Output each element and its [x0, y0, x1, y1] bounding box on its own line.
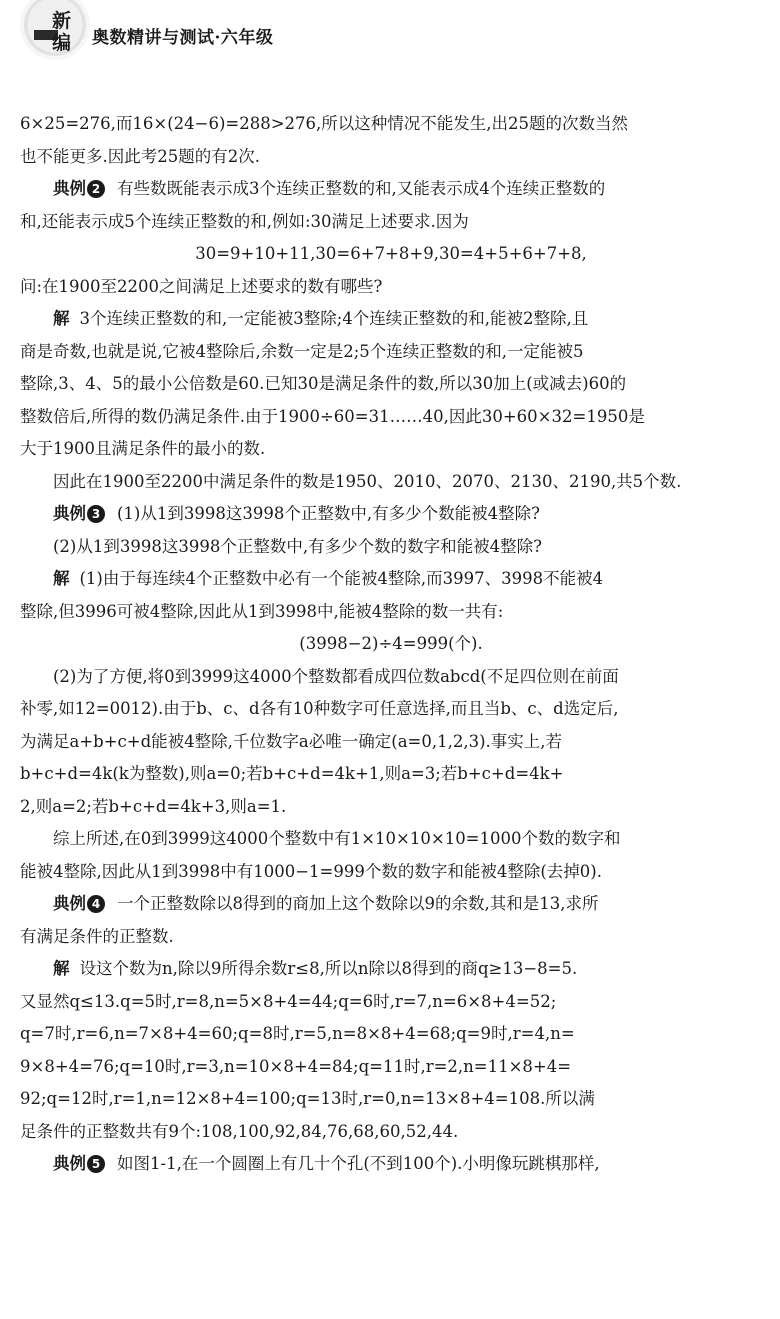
text-line: 如图1-1,在一个圆圈上有几十个孔(不到100个).小明像玩跳棋那样,: [117, 1154, 600, 1173]
book-title: 奥数精讲与测试·六年级: [92, 28, 274, 48]
example-number-badge: 2: [87, 180, 105, 198]
text-line: (2)为了方便,将0到3999这4000个整数都看成四位数abcd(不足四位则在前面: [53, 666, 619, 686]
text-line: 6×25=276,而16×(24−6)=288>276,所以这种情况不能发生,出25题的次数当然: [20, 114, 629, 133]
text-line: 一个正整数除以8得到的商加上这个数除以9的余数,其和是13,求所: [117, 894, 599, 913]
example-label: 典例: [53, 894, 86, 913]
text-line: 92;q=12时,r=1,n=12×8+4=100;q=13时,r=0,n=13×8+4=108.所以满: [20, 1089, 595, 1108]
formula-line: (3998−2)÷4=999(个).: [299, 634, 483, 653]
text-line: b+c+d=4k(k为整数),则a=0;若b+c+d=4k+1,则a=3;若b+c+d=4k+: [20, 764, 564, 783]
logo-text: 新编: [52, 10, 72, 54]
example-2-solution: [20, 303, 762, 336]
text-line: 商是奇数,也就是说,它被4整除后,余数一定是2;5个连续正整数的和,一定能被5: [20, 341, 584, 361]
page-body: [20, 108, 762, 1181]
text-line: 又显然q≤13.q=5时,r=8,n=5×8+4=44;q=6时,r=7,n=6×8+4=52;: [20, 991, 557, 1011]
text-line: 整除,但3996可被4整除,因此从1到3998中,能被4整除的数一共有:: [20, 601, 504, 621]
formula-line: 30=9+10+11,30=6+7+8+9,30=4+5+6+7+8,: [195, 244, 587, 263]
text-line: 能被4整除,因此从1到3998中有1000−1=999个数的数字和能被4整除(去掉0).: [20, 861, 602, 881]
example-label: 典例: [53, 179, 86, 198]
text-line: 足条件的正整数共有9个:108,100,92,84,76,68,60,52,44.: [20, 1121, 459, 1141]
example-5-question: [20, 1148, 762, 1181]
text-line: (1)由于每连续4个正整数中必有一个能被4整除,而3997、3998不能被4: [79, 569, 604, 588]
text-line: 3个连续正整数的和,一定能被3整除;4个连续正整数的和,能被2整除,且: [79, 309, 589, 328]
text-line: 也不能更多.因此考25题的有2次.: [20, 146, 260, 166]
text-line: 有满足条件的正整数.: [20, 926, 174, 946]
example-3-solution: [20, 563, 762, 596]
example-2-question: [20, 173, 762, 206]
text-line: (1)从1到3998这3998个正整数中,有多少个数能被4整除?: [117, 504, 540, 523]
text-line: 补零,如12=0012).由于b、c、d各有10种数字可任意选择,而且当b、c、d选定后,: [20, 699, 619, 718]
solution-label: 解: [53, 569, 70, 588]
solution-label: 解: [53, 309, 70, 328]
text-line: 设这个数为n,除以9所得余数r≤8,所以n除以8得到的商q≥13−8=5.: [79, 959, 578, 978]
text-line: 大于1900且满足条件的最小的数.: [20, 439, 266, 458]
text-line: 整数倍后,所得的数仍满足条件.由于1900÷60=31……40,因此30+60×32=1950是: [20, 406, 645, 426]
example-label: 典例: [53, 504, 86, 523]
text-line: 因此在1900至2200中满足条件的数是1950、2010、2070、2130、2190,共5个数.: [53, 471, 682, 491]
text-line: 整除,3、4、5的最小公倍数是60.已知30是满足条件的数,所以30加上(或减去)60的: [20, 374, 627, 393]
page-header: [0, 0, 780, 70]
example-4-question: [20, 888, 762, 921]
text-line: 问:在1900至2200之间满足上述要求的数有哪些?: [20, 276, 383, 296]
example-number-badge: 4: [87, 895, 105, 913]
text-line: (2)从1到3998这3998个正整数中,有多少个数的数字和能被4整除?: [53, 536, 542, 556]
text-line: 2,则a=2;若b+c+d=4k+3,则a=1.: [20, 796, 287, 816]
example-3-question: [20, 498, 762, 531]
text-line: 有些数既能表示成3个连续正整数的和,又能表示成4个连续正整数的: [117, 179, 606, 198]
example-4-solution: [20, 953, 762, 986]
text-line: 和,还能表示成5个连续正整数的和,例如:30满足上述要求.因为: [20, 211, 469, 231]
example-number-badge: 3: [87, 505, 105, 523]
example-label: 典例: [53, 1154, 86, 1173]
solution-label: 解: [53, 959, 70, 978]
text-line: 9×8+4=76;q=10时,r=3,n=10×8+4=84;q=11时,r=2,n=11×8+4=: [20, 1056, 572, 1076]
example-number-badge: 5: [87, 1155, 105, 1173]
text-line: 为满足a+b+c+d能被4整除,千位数字a必唯一确定(a=0,1,2,3).事实上,若: [20, 731, 563, 751]
text-line: q=7时,r=6,n=7×8+4=60;q=8时,r=5,n=8×8+4=68;q=9时,r=4,n=: [20, 1024, 575, 1043]
text-line: 综上所述,在0到3999这4000个整数中有1×10×10×10=1000个数的数字和: [53, 829, 621, 848]
